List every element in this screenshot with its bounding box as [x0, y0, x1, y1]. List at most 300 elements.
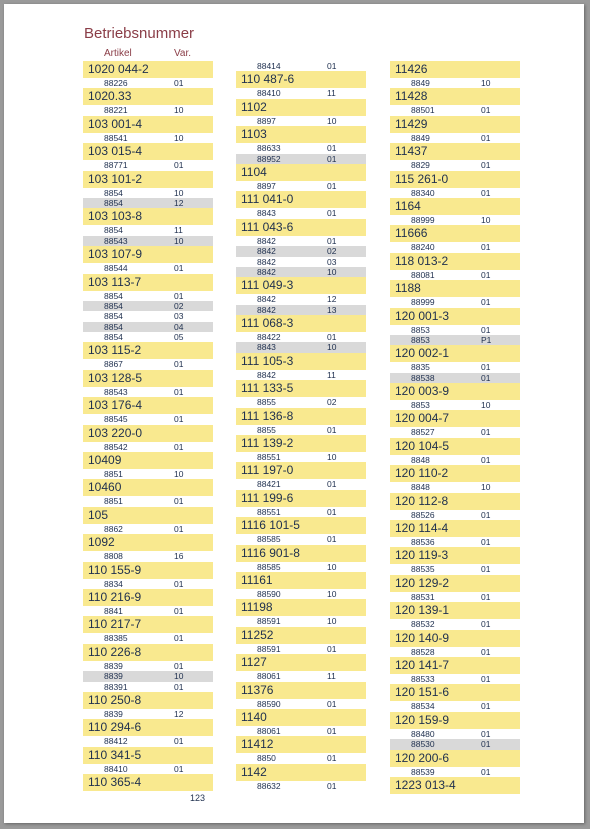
- variant-value: 01: [327, 479, 337, 490]
- article-row: [390, 767, 520, 777]
- artikel-value: 88528: [411, 646, 435, 657]
- variant-value: 03: [327, 256, 337, 267]
- variant-value: 01: [481, 564, 491, 575]
- article-row: [236, 781, 366, 791]
- artikel-value: 88536: [411, 537, 435, 548]
- article-row: [236, 143, 366, 153]
- variant-value: 12: [327, 294, 337, 305]
- article-row: [236, 425, 366, 435]
- article-row: [83, 579, 213, 589]
- betriebsnummer-header: 110 250-8: [83, 692, 213, 709]
- variant-value: 01: [481, 673, 491, 684]
- variant-value: 01: [481, 160, 491, 171]
- betriebsnummer-header: 1142: [236, 764, 366, 781]
- article-row: [390, 564, 520, 574]
- artikel-value: 88771: [104, 160, 128, 171]
- betriebsnummer-header: 120 114-4: [390, 520, 520, 537]
- artikel-value: 8839: [104, 660, 123, 671]
- variant-value: 01: [327, 143, 337, 154]
- artikel-value: 8867: [104, 359, 123, 370]
- variant-value: 10: [481, 482, 491, 493]
- artikel-value: 88590: [257, 588, 281, 599]
- article-row: [83, 105, 213, 115]
- artikel-value: 88539: [411, 766, 435, 777]
- article-row: [390, 270, 520, 280]
- article-row: [236, 61, 366, 71]
- artikel-value: 88422: [257, 332, 281, 343]
- variant-value: 01: [327, 780, 337, 791]
- artikel-value: 8855: [257, 424, 276, 435]
- artikel-value: 8854: [104, 225, 123, 236]
- article-row: [83, 78, 213, 88]
- variant-value: 01: [327, 61, 337, 71]
- variant-value: 02: [327, 397, 337, 408]
- betriebsnummer-header: 11666: [390, 225, 520, 242]
- artikel-value: 88526: [411, 509, 435, 520]
- artikel-value: 8842: [257, 294, 276, 305]
- artikel-value: 8843: [257, 208, 276, 219]
- variant-value: 01: [327, 725, 337, 736]
- betriebsnummer-header: 111 043-6: [236, 219, 366, 236]
- artikel-value: 8839: [104, 671, 123, 682]
- article-row: [236, 616, 366, 626]
- artikel-value: 8842: [257, 256, 276, 267]
- variant-value: 01: [327, 332, 337, 343]
- betriebsnummer-header: 120 110-2: [390, 465, 520, 482]
- variant-value: 10: [327, 588, 337, 599]
- artikel-value: 8842: [257, 304, 276, 315]
- variant-value: 10: [174, 132, 184, 143]
- variant-value: 01: [174, 523, 184, 534]
- article-row: [83, 764, 213, 774]
- artikel-value: 8853: [411, 324, 430, 335]
- article-row: [83, 469, 213, 479]
- variant-value: 01: [481, 701, 491, 712]
- betriebsnummer-header: 103 115-2: [83, 342, 213, 359]
- artikel-value: 8897: [257, 180, 276, 191]
- betriebsnummer-header: 1223 013-4: [390, 777, 520, 794]
- betriebsnummer-header: 103 113-7: [83, 274, 213, 291]
- variant-value: 13: [327, 304, 337, 315]
- article-row: [236, 88, 366, 98]
- artikel-value: 8842: [257, 235, 276, 246]
- variant-value: 12: [174, 197, 184, 208]
- article-row: [236, 208, 366, 218]
- artikel-value: 8854: [104, 187, 123, 198]
- artikel-value: 8897: [257, 115, 276, 126]
- variant-value: 01: [174, 681, 184, 692]
- variant-value: 01: [481, 324, 491, 335]
- betriebsnummer-header: 1092: [83, 534, 213, 551]
- betriebsnummer-header: 103 101-2: [83, 171, 213, 188]
- betriebsnummer-header: 118 013-2: [390, 253, 520, 270]
- variant-value: 01: [174, 633, 184, 644]
- betriebsnummer-header: 120 003-9: [390, 383, 520, 400]
- artikel-value: 8834: [104, 578, 123, 589]
- betriebsnummer-header: 115 261-0: [390, 171, 520, 188]
- article-row: [83, 671, 213, 681]
- betriebsnummer-header: 120 151-6: [390, 684, 520, 701]
- artikel-value: 8850: [257, 753, 276, 764]
- variant-value: 01: [174, 290, 184, 301]
- artikel-value: 8829: [411, 160, 430, 171]
- variant-value: 01: [174, 78, 184, 88]
- article-row: [83, 160, 213, 170]
- variant-value: 01: [327, 180, 337, 191]
- betriebsnummer-header: 11161: [236, 572, 366, 589]
- variant-value: 01: [174, 160, 184, 171]
- artikel-value: 8848: [411, 482, 430, 493]
- artikel-value: 88952: [257, 153, 281, 164]
- variant-value: 01: [481, 132, 491, 143]
- article-row: [83, 236, 213, 246]
- variant-value: 01: [481, 105, 491, 116]
- article-row: [390, 482, 520, 492]
- article-row: [83, 661, 213, 671]
- artikel-value: 88551: [257, 506, 281, 517]
- article-row: [390, 215, 520, 225]
- betriebsnummer-header: 103 015-4: [83, 143, 213, 160]
- article-row: [236, 154, 366, 164]
- article-row: [236, 699, 366, 709]
- betriebsnummer-header: 120 002-1: [390, 345, 520, 362]
- article-row: [83, 322, 213, 332]
- artikel-value: 88414: [257, 61, 281, 71]
- variant-value: 01: [327, 208, 337, 219]
- betriebsnummer-header: 110 226-8: [83, 644, 213, 661]
- variant-value: 01: [174, 660, 184, 671]
- article-row: [83, 133, 213, 143]
- article-row: [83, 682, 213, 692]
- betriebsnummer-header: 1020.33: [83, 88, 213, 105]
- article-row: [390, 78, 520, 88]
- artikel-value: 88240: [411, 242, 435, 253]
- betriebsnummer-header: 110 216-9: [83, 589, 213, 606]
- article-row: [390, 188, 520, 198]
- variant-value: 01: [481, 372, 491, 383]
- artikel-value: 88543: [104, 235, 128, 246]
- variant-value: 10: [481, 400, 491, 411]
- article-row: [236, 644, 366, 654]
- betriebsnummer-header: 11198: [236, 599, 366, 616]
- column-header-var: Var.: [174, 48, 192, 59]
- artikel-value: 88081: [411, 269, 435, 280]
- variant-value: 01: [174, 578, 184, 589]
- artikel-value: 88632: [257, 780, 281, 791]
- betriebsnummer-header: 1116 901-8: [236, 545, 366, 562]
- article-row: [390, 362, 520, 372]
- article-row: [236, 370, 366, 380]
- betriebsnummer-header: 111 105-3: [236, 353, 366, 370]
- artikel-value: 88410: [104, 763, 128, 774]
- artikel-value: 88545: [104, 414, 128, 425]
- betriebsnummer-header: 120 119-3: [390, 547, 520, 564]
- article-row: [390, 335, 520, 345]
- betriebsnummer-header: 111 136-8: [236, 408, 366, 425]
- artikel-value: 88591: [257, 616, 281, 627]
- article-row: [390, 455, 520, 465]
- artikel-value: 88340: [411, 187, 435, 198]
- artikel-value: 88385: [104, 633, 128, 644]
- article-row: [83, 736, 213, 746]
- artikel-value: 88542: [104, 441, 128, 452]
- variant-value: 05: [174, 332, 184, 343]
- betriebsnummer-header: 120 104-5: [390, 438, 520, 455]
- article-row: [236, 671, 366, 681]
- betriebsnummer-header: 120 139-1: [390, 602, 520, 619]
- betriebsnummer-header: 11376: [236, 682, 366, 699]
- variant-value: 01: [481, 537, 491, 548]
- variant-value: 01: [481, 297, 491, 308]
- betriebsnummer-header: 11437: [390, 143, 520, 160]
- artikel-value: 88633: [257, 143, 281, 154]
- article-row: [390, 373, 520, 383]
- article-row: [83, 709, 213, 719]
- article-row: [390, 400, 520, 410]
- betriebsnummer-header: 120 129-2: [390, 575, 520, 592]
- article-row: [390, 592, 520, 602]
- artikel-value: 8854: [104, 300, 123, 311]
- betriebsnummer-header: 120 140-9: [390, 630, 520, 647]
- article-row: [236, 116, 366, 126]
- variant-value: 01: [174, 386, 184, 397]
- article-row: [83, 225, 213, 235]
- article-row: [390, 510, 520, 520]
- article-row: [236, 267, 366, 277]
- article-row: [390, 427, 520, 437]
- variant-value: 01: [327, 698, 337, 709]
- article-row: [390, 739, 520, 749]
- artikel-value: 88532: [411, 619, 435, 630]
- variant-value: 03: [174, 311, 184, 322]
- variant-value: 01: [481, 427, 491, 438]
- variant-value: 10: [174, 187, 184, 198]
- artikel-value: 88061: [257, 671, 281, 682]
- variant-value: 10: [174, 469, 184, 480]
- artikel-value: 8843: [257, 342, 276, 353]
- page-number: 123: [190, 793, 206, 803]
- artikel-value: 88551: [257, 452, 281, 463]
- artikel-value: 88527: [411, 427, 435, 438]
- variant-value: 11: [327, 671, 336, 682]
- variant-value: 01: [327, 534, 337, 545]
- artikel-value: 88541: [104, 132, 128, 143]
- betriebsnummer-header: 11426: [390, 61, 520, 78]
- betriebsnummer-header: 120 001-3: [390, 308, 520, 325]
- betriebsnummer-header: 111 139-2: [236, 435, 366, 452]
- variant-value: P1: [481, 334, 492, 345]
- variant-value: 01: [327, 153, 337, 164]
- variant-value: 01: [174, 605, 184, 616]
- article-row: [390, 325, 520, 335]
- betriebsnummer-header: 111 068-3: [236, 315, 366, 332]
- artikel-value: 88999: [411, 297, 435, 308]
- variant-value: 11: [327, 369, 336, 380]
- artikel-value: 88544: [104, 263, 128, 274]
- variant-value: 01: [481, 619, 491, 630]
- article-row: [83, 496, 213, 506]
- betriebsnummer-header: 1127: [236, 654, 366, 671]
- article-row: [390, 647, 520, 657]
- artikel-value: 88412: [104, 736, 128, 747]
- article-row: [390, 619, 520, 629]
- artikel-value: 8808: [104, 551, 123, 562]
- variant-value: 10: [327, 452, 337, 463]
- artikel-value: 8835: [411, 362, 430, 373]
- variant-value: 01: [174, 263, 184, 274]
- article-row: [83, 633, 213, 643]
- artikel-value: 88061: [257, 725, 281, 736]
- variant-value: 01: [327, 235, 337, 246]
- variant-value: 10: [174, 671, 184, 682]
- betriebsnummer-header: 120 141-7: [390, 657, 520, 674]
- article-row: [236, 534, 366, 544]
- betriebsnummer-header: 120 004-7: [390, 410, 520, 427]
- variant-value: 01: [481, 187, 491, 198]
- betriebsnummer-header: 120 200-6: [390, 750, 520, 767]
- variant-value: 01: [174, 359, 184, 370]
- article-row: [390, 701, 520, 711]
- artikel-value: 8854: [104, 197, 123, 208]
- article-row: [83, 359, 213, 369]
- artikel-value: 88591: [257, 643, 281, 654]
- artikel-value: 88543: [104, 386, 128, 397]
- betriebsnummer-header: 1140: [236, 709, 366, 726]
- variant-value: 10: [327, 115, 337, 126]
- artikel-value: 8854: [104, 290, 123, 301]
- artikel-value: 8854: [104, 311, 123, 322]
- betriebsnummer-header: 11428: [390, 88, 520, 105]
- article-row: [83, 524, 213, 534]
- page-title: Betriebsnummer: [84, 25, 195, 42]
- variant-value: 01: [174, 736, 184, 747]
- article-row: [83, 188, 213, 198]
- variant-value: 01: [481, 509, 491, 520]
- variant-value: 01: [481, 728, 491, 739]
- article-row: [83, 301, 213, 311]
- variant-value: 02: [327, 246, 337, 257]
- article-row: [83, 551, 213, 561]
- artikel-value: 88533: [411, 673, 435, 684]
- variant-value: 10: [327, 342, 337, 353]
- artikel-value: 88999: [411, 214, 435, 225]
- variant-value: 01: [481, 362, 491, 373]
- betriebsnummer-header: 1116 101-5: [236, 517, 366, 534]
- variant-value: 10: [174, 235, 184, 246]
- article-row: [83, 198, 213, 208]
- variant-value: 01: [481, 591, 491, 602]
- article-row: [236, 397, 366, 407]
- variant-value: 04: [174, 321, 184, 332]
- betriebsnummer-header: 105: [83, 507, 213, 524]
- betriebsnummer-header: 1020 044-2: [83, 61, 213, 78]
- article-row: [236, 507, 366, 517]
- variant-value: 02: [174, 300, 184, 311]
- article-row: [390, 133, 520, 143]
- artikel-value: 8853: [411, 400, 430, 411]
- variant-value: 01: [481, 269, 491, 280]
- variant-value: 10: [174, 105, 184, 116]
- index-column-3: [390, 61, 520, 794]
- article-row: [390, 105, 520, 115]
- artikel-value: 8842: [257, 266, 276, 277]
- artikel-value: 8849: [411, 132, 430, 143]
- article-row: [390, 242, 520, 252]
- artikel-value: 88226: [104, 78, 128, 88]
- betriebsnummer-header: 11252: [236, 627, 366, 644]
- variant-value: 01: [174, 763, 184, 774]
- betriebsnummer-header: 103 103-8: [83, 208, 213, 225]
- artikel-value: 88410: [257, 88, 281, 99]
- artikel-value: 8848: [411, 454, 430, 465]
- article-row: [236, 332, 366, 342]
- article-row: [236, 305, 366, 315]
- artikel-value: 8851: [104, 496, 123, 507]
- variant-value: 01: [327, 424, 337, 435]
- article-row: [236, 479, 366, 489]
- artikel-value: 88421: [257, 479, 281, 490]
- variant-value: 01: [327, 506, 337, 517]
- artikel-value: 8851: [104, 469, 123, 480]
- betriebsnummer-header: 10409: [83, 452, 213, 469]
- artikel-value: 8862: [104, 523, 123, 534]
- variant-value: 01: [327, 753, 337, 764]
- betriebsnummer-header: 1102: [236, 99, 366, 116]
- betriebsnummer-header: 1164: [390, 198, 520, 215]
- article-row: [236, 452, 366, 462]
- artikel-value: 8849: [411, 78, 430, 88]
- article-row: [390, 674, 520, 684]
- artikel-value: 8839: [104, 708, 123, 719]
- variant-value: 01: [327, 643, 337, 654]
- artikel-value: 88531: [411, 591, 435, 602]
- article-row: [236, 294, 366, 304]
- artikel-value: 88530: [411, 739, 435, 750]
- artikel-value: 8854: [104, 321, 123, 332]
- artikel-value: 88534: [411, 701, 435, 712]
- betriebsnummer-header: 110 155-9: [83, 562, 213, 579]
- variant-value: 01: [174, 441, 184, 452]
- betriebsnummer-header: 1103: [236, 126, 366, 143]
- betriebsnummer-header: 111 199-6: [236, 490, 366, 507]
- article-row: [390, 297, 520, 307]
- betriebsnummer-header: 103 176-4: [83, 397, 213, 414]
- article-row: [236, 181, 366, 191]
- column-header-artikel: Artikel: [104, 48, 132, 59]
- artikel-value: 88501: [411, 105, 435, 116]
- betriebsnummer-header: 11429: [390, 116, 520, 133]
- betriebsnummer-header: 120 159-9: [390, 712, 520, 729]
- betriebsnummer-header: 111 133-5: [236, 380, 366, 397]
- betriebsnummer-header: 110 294-6: [83, 719, 213, 736]
- article-row: [83, 311, 213, 321]
- article-row: [236, 726, 366, 736]
- variant-value: 01: [481, 242, 491, 253]
- variant-value: 12: [174, 708, 184, 719]
- artikel-value: 8841: [104, 605, 123, 616]
- artikel-value: 88585: [257, 534, 281, 545]
- betriebsnummer-header: 103 220-0: [83, 425, 213, 442]
- article-row: [83, 387, 213, 397]
- artikel-value: 8842: [257, 246, 276, 257]
- variant-value: 10: [327, 561, 337, 572]
- article-row: [83, 442, 213, 452]
- article-row: [236, 753, 366, 763]
- betriebsnummer-header: 110 217-7: [83, 616, 213, 633]
- artikel-value: 88391: [104, 681, 128, 692]
- variant-value: 16: [174, 551, 184, 562]
- betriebsnummer-header: 110 487-6: [236, 71, 366, 88]
